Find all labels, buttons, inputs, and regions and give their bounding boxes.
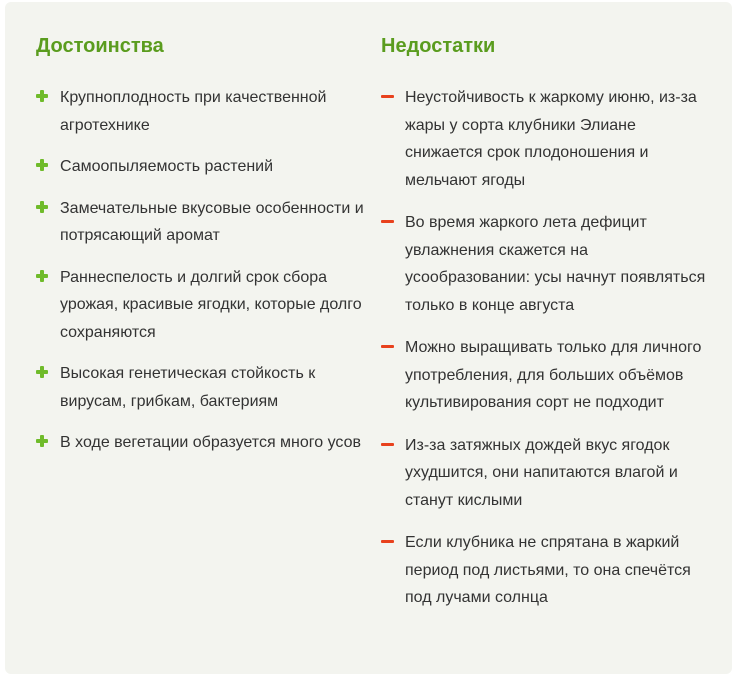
plus-icon <box>36 84 50 111</box>
cons-item <box>381 432 711 515</box>
plus-icon <box>36 360 50 387</box>
pros-item <box>36 153 366 181</box>
pros-item-text: Высокая генетическая стойкость к вирусам, грибкам, бактериям <box>60 365 316 410</box>
cons-item <box>381 334 711 417</box>
minus-icon <box>381 209 395 236</box>
cons-item-text: Во время жаркого лета дефицит увлажнения скажется на усообразовании: усы начнут появляться только в конце августа <box>405 214 706 314</box>
pros-title: Достоинства <box>36 35 164 57</box>
minus-icon <box>381 432 395 459</box>
plus-icon <box>36 195 50 222</box>
cons-item <box>381 529 711 612</box>
cons-item-text: Если клубника не спрятана в жаркий период под листьями, то она спечётся под лучами солнца <box>405 534 691 606</box>
pros-item <box>36 264 366 347</box>
pros-item-text: Крупноплодность при качественной агротехнике <box>60 89 327 134</box>
minus-icon <box>381 529 395 556</box>
cons-item <box>381 84 711 194</box>
cons-item <box>381 209 711 319</box>
plus-icon <box>36 153 50 180</box>
plus-icon <box>36 264 50 291</box>
cons-list <box>381 84 711 627</box>
pros-item <box>36 429 366 457</box>
pros-item <box>36 195 366 250</box>
cons-item-text: Можно выращивать только для личного употребления, для больших объёмов культивирования сорт не подходит <box>405 339 702 411</box>
minus-icon <box>381 84 395 111</box>
pros-item-text: Раннеспелость и долгий срок сбора урожая, красивые ягодки, которые долго сохраняются <box>60 268 362 341</box>
pros-item <box>36 360 366 415</box>
pros-list <box>36 84 366 471</box>
pros-item-text: Самоопыляемость растений <box>60 158 274 175</box>
minus-icon <box>381 334 395 361</box>
pros-item-text: Замечательные вкусовые особенности и потрясающий аромат <box>60 199 364 244</box>
cons-item-text: Неустойчивость к жаркому июню, из-за жары у сорта клубники Элиане снижается срок плодоношения и мельчают ягоды <box>405 89 697 189</box>
cons-title: Недостатки <box>381 35 496 57</box>
pros-cons-card <box>5 2 732 674</box>
plus-icon <box>36 429 50 456</box>
pros-item <box>36 84 366 139</box>
cons-item-text: Из-за затяжных дождей вкус ягодок ухудшится, они напитаются влагой и станут кислыми <box>405 436 678 509</box>
pros-item-text: В ходе вегетации образуется много усов <box>60 434 362 451</box>
